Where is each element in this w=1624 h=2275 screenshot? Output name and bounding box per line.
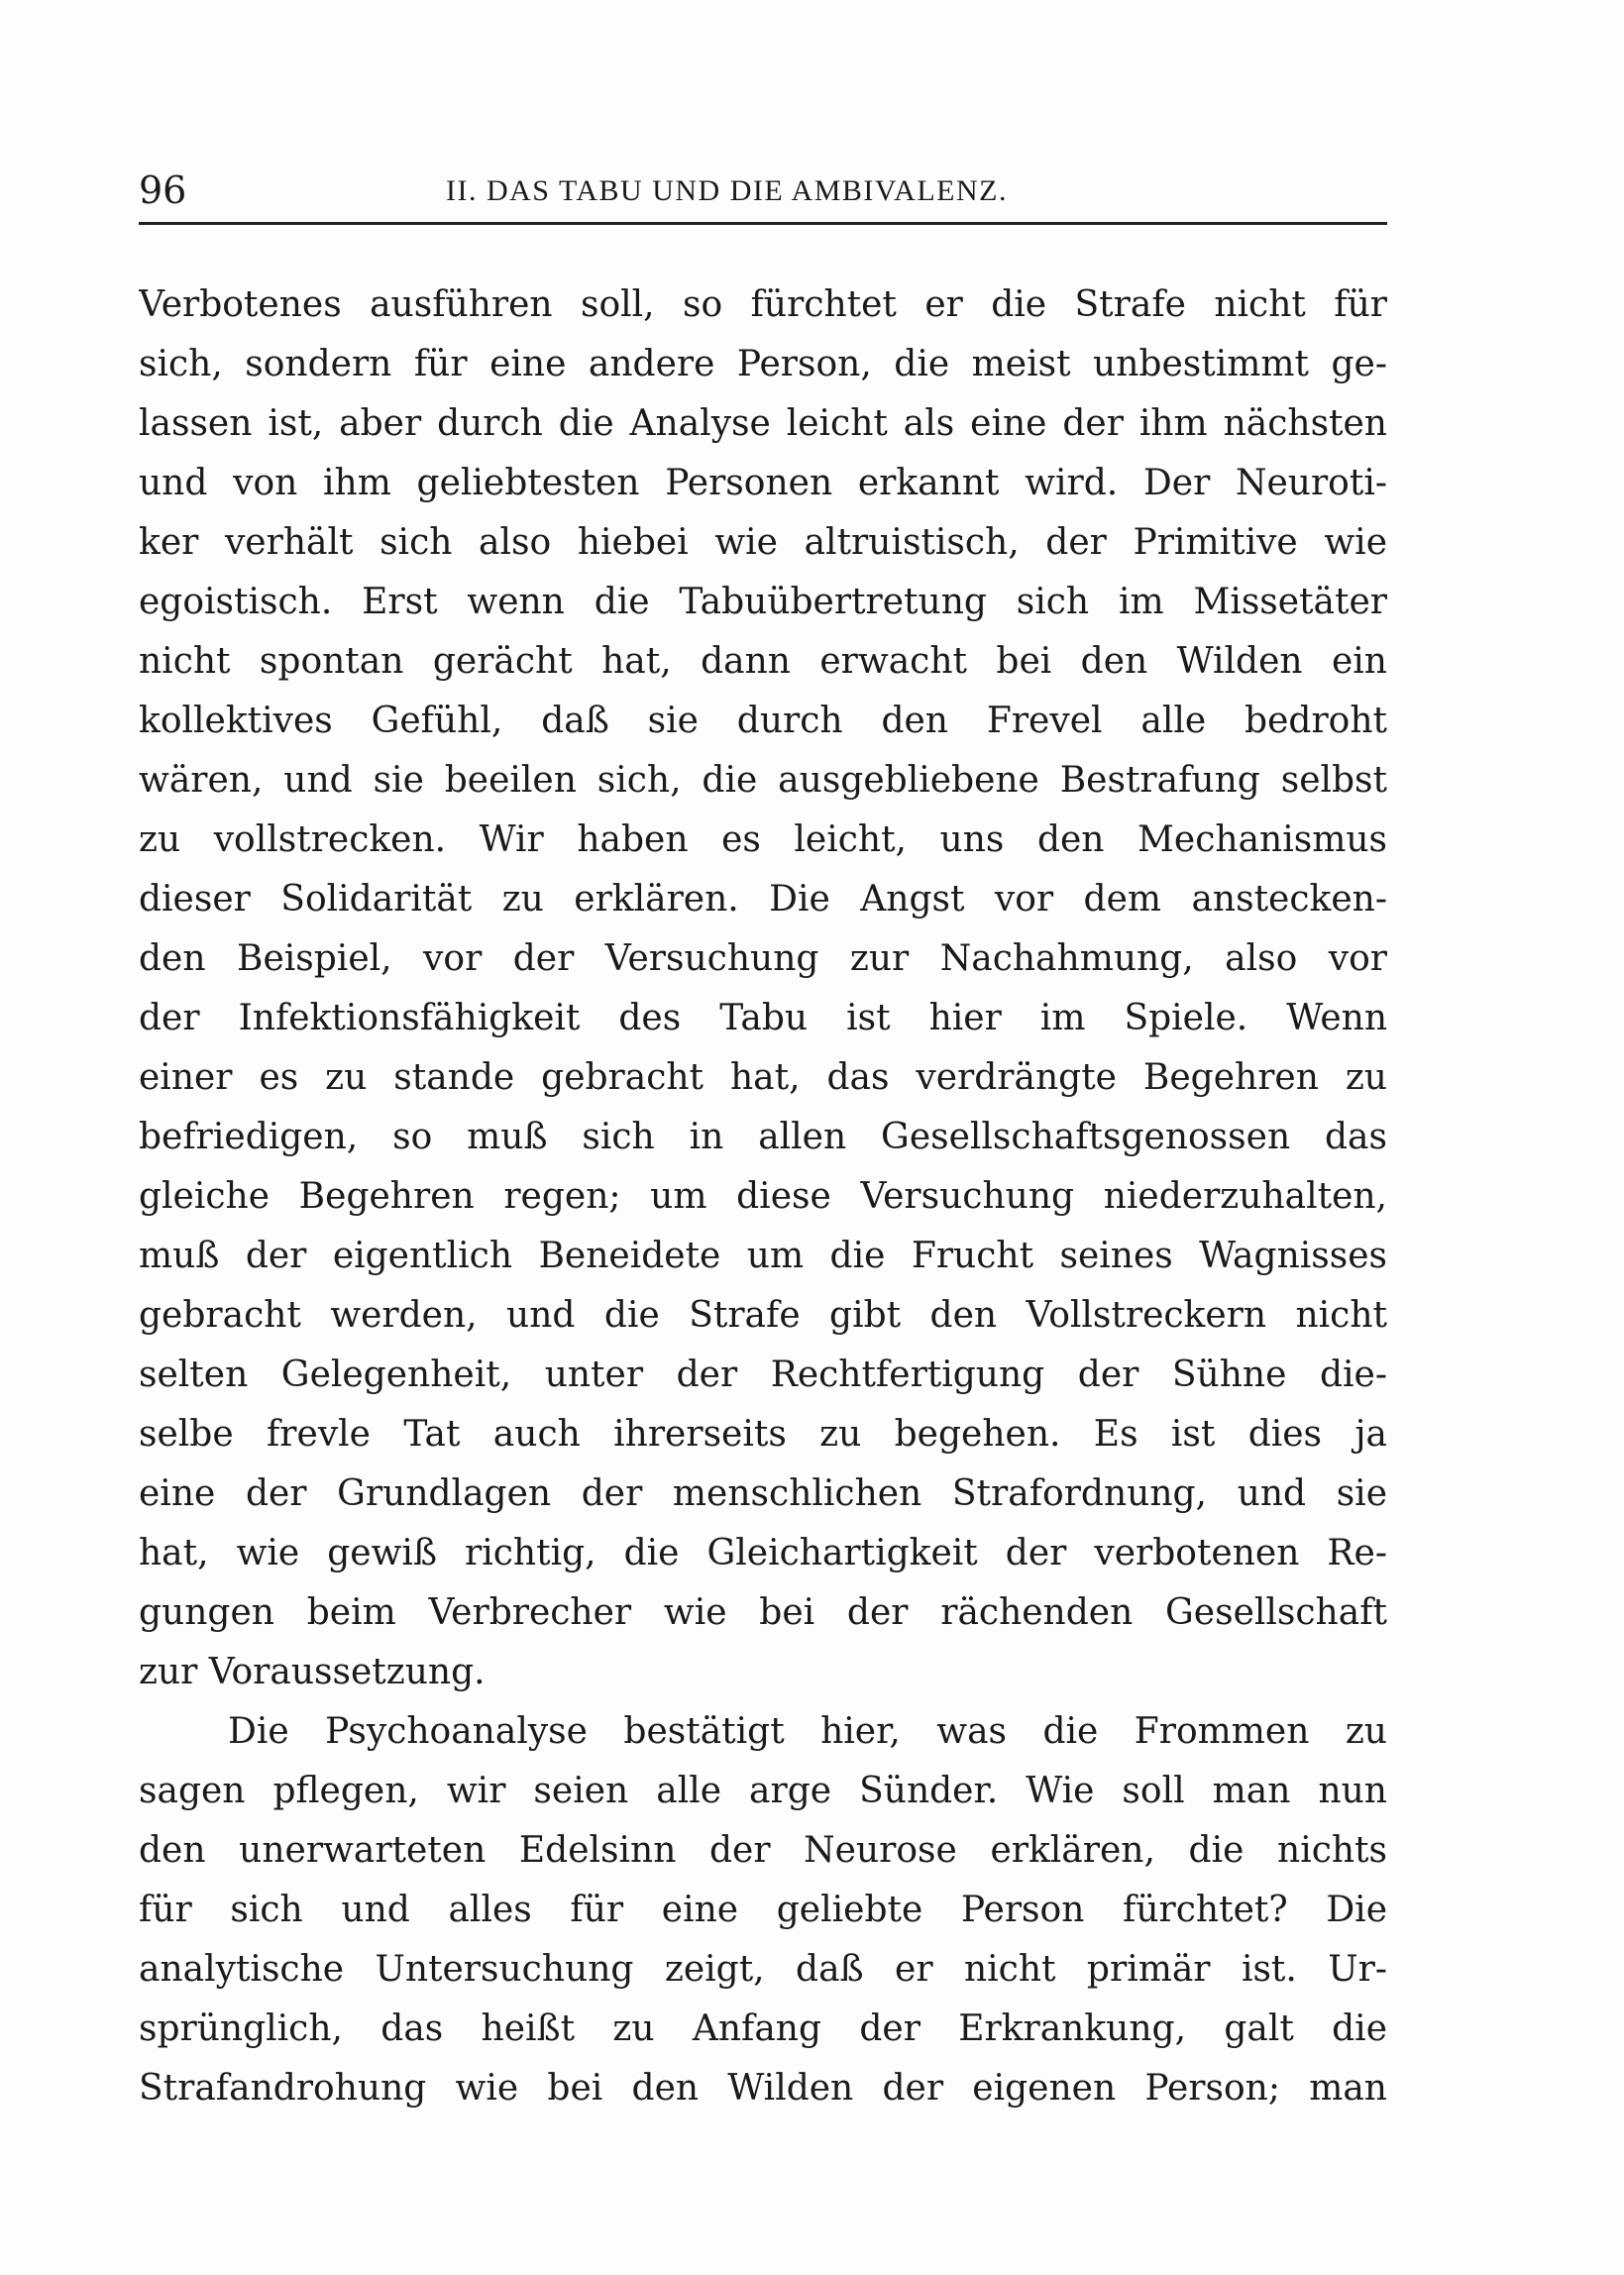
text-line: muß der eigentlich Beneidete um die Frucht seines Wagnisses (139, 1236, 1387, 1276)
text-line: gungen beim Verbrecher wie bei der rächenden Gesellschaft (139, 1592, 1387, 1633)
text-line: hat, wie gewiß richtig, die Gleichartigkeit der verbotenen Re- (139, 1533, 1387, 1573)
text-line: eine der Grundlagen der menschlichen Strafordnung, und sie (139, 1473, 1387, 1514)
text-line: selbe frevle Tat auch ihrerseits zu begehen. Es ist dies ja (139, 1414, 1387, 1455)
text-line: lassen ist, aber durch die Analyse leicht als eine der ihm nächsten (139, 403, 1387, 444)
text-line: gebracht werden, und die Strafe gibt den Vollstreckern nicht (139, 1295, 1387, 1336)
text-line: Strafandrohung wie bei den Wilden der eigenen Person; man (139, 2068, 1387, 2109)
running-head: II. DAS TABU UND DIE AMBIVALENZ. (446, 174, 1008, 207)
text-line: ker verhält sich also hiebei wie altruistisch, der Primitive wie (139, 522, 1387, 563)
text-line: sich, sondern für eine andere Person, die meist unbestimmt ge- (139, 344, 1387, 384)
text-line: den unerwarteten Edelsinn der Neurose erklären, die nichts (139, 1830, 1387, 1871)
text-line: für sich und alles für eine geliebte Person fürchtet? Die (139, 1890, 1387, 1930)
page-number: 96 (139, 168, 187, 212)
text-line: befriedigen, so muß sich in allen Gesellschaftsgenossen das (139, 1117, 1387, 1157)
text-line: dieser Solidarität zu erklären. Die Angst vor dem anstecken- (139, 879, 1387, 920)
text-line: wären, und sie beeilen sich, die ausgebliebene Bestrafung selbst (139, 760, 1387, 801)
text-line: der Infektionsfähigkeit des Tabu ist hier im Spiele. Wenn (139, 998, 1387, 1038)
text-line: egoistisch. Erst wenn die Tabuübertretung sich im Missetäter (139, 582, 1387, 622)
text-line: sagen pflegen, wir seien alle arge Sünder. Wie soll man nun (139, 1771, 1387, 1811)
text-line: sprünglich, das heißt zu Anfang der Erkrankung, galt die (139, 2008, 1387, 2049)
text-line: zur Voraussetzung. (139, 1652, 486, 1692)
text-line: selten Gelegenheit, unter der Rechtfertigung der Sühne die- (139, 1354, 1387, 1395)
text-line: analytische Untersuchung zeigt, daß er nicht primär ist. Ur- (139, 1949, 1387, 1990)
text-line: gleiche Begehren regen; um diese Versuchung niederzuhalten, (139, 1176, 1387, 1217)
text-line: zu vollstrecken. Wir haben es leicht, uns den Mechanismus (139, 819, 1387, 860)
text-line: Verbotenes ausführen soll, so fürchtet er die Strafe nicht für (139, 284, 1387, 325)
paragraph (139, 275, 1387, 1702)
text-line: kollektives Gefühl, daß sie durch den Frevel alle bedroht (139, 701, 1387, 741)
paragraph (139, 1702, 1387, 2118)
text-line: und von ihm geliebtesten Personen erkannt wird. Der Neuroti- (139, 463, 1387, 503)
text-line: Die Psychoanalyse bestätigt hier, was die Frommen zu (228, 1711, 1387, 1752)
body-text (139, 275, 1387, 2118)
text-line: einer es zu stande gebracht hat, das verdrängte Begehren zu (139, 1057, 1387, 1098)
text-line: nicht spontan gerächt hat, dann erwacht bei den Wilden ein (139, 641, 1387, 682)
text-line: den Beispiel, vor der Versuchung zur Nachahmung, also vor (139, 938, 1387, 979)
page-header (139, 166, 1387, 225)
